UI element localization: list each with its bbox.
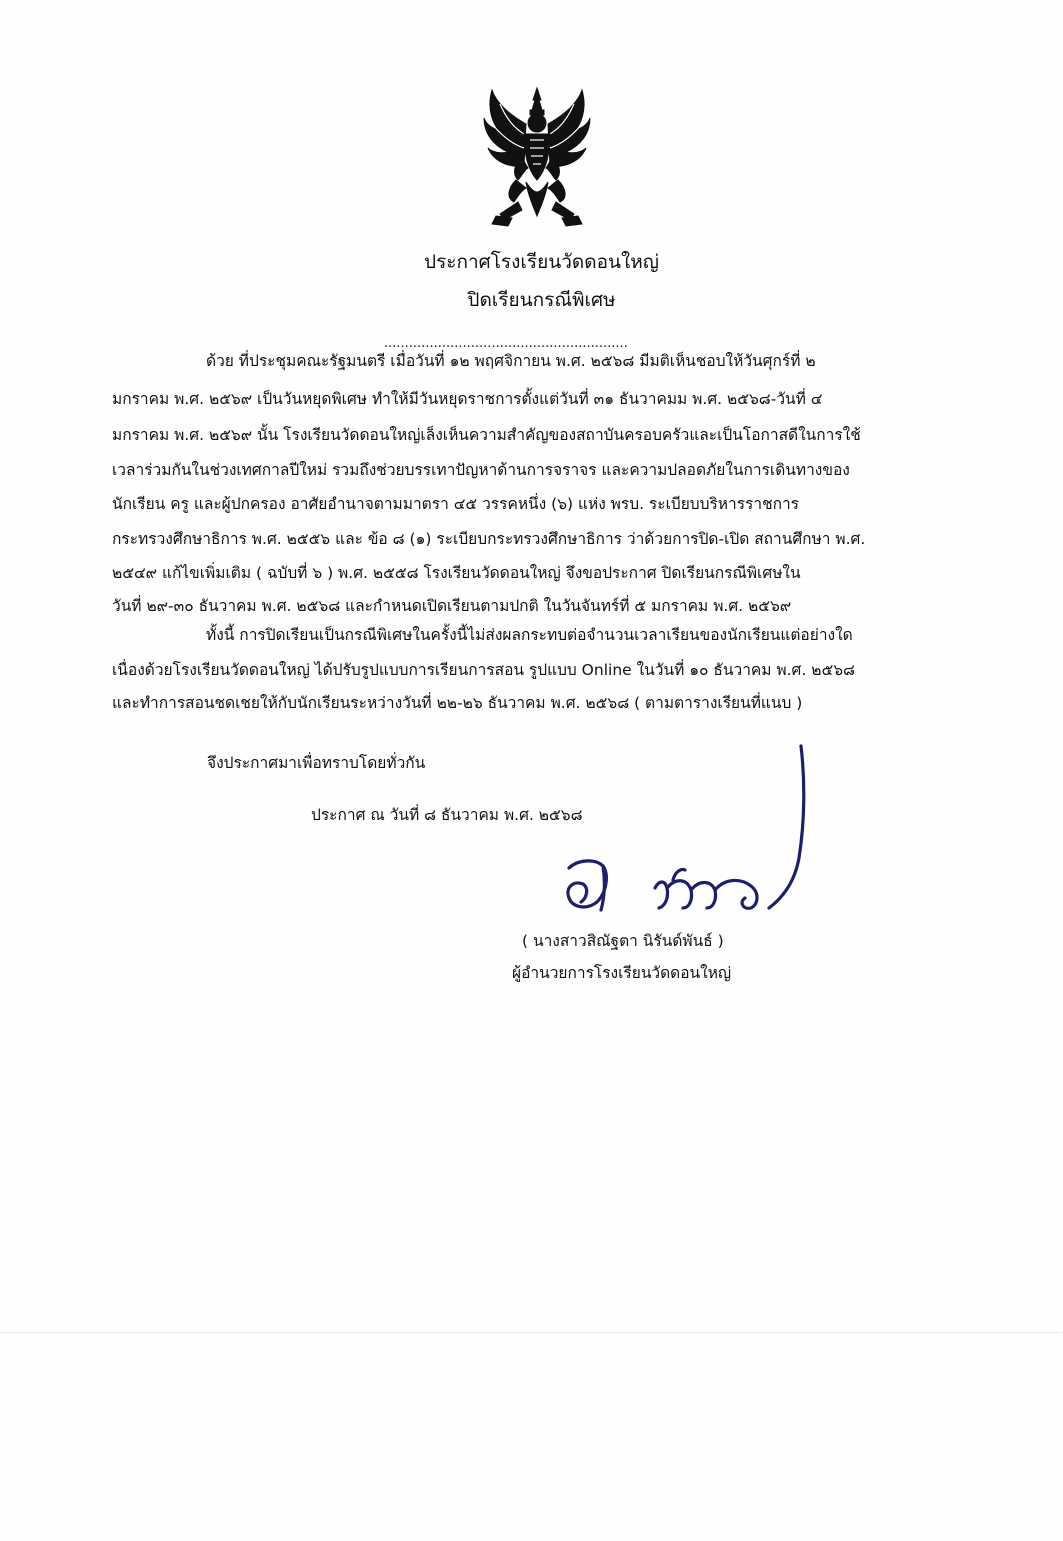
handwritten-signature <box>555 740 855 940</box>
document-subtitle: ปิดเรียนกรณีพิเศษ <box>467 289 616 311</box>
body-line: วันที่ ๒๙-๓๐ ธันวาคม พ.ศ. ๒๕๖๘ และกำหนดเปิดเรียนตามปกติ ในวันจันทร์ที่ ๕ มกราคม พ.ศ. ๒๕๖๙ <box>112 597 792 615</box>
paper-fold-line <box>0 1332 1063 1333</box>
signer-position: ผู้อำนวยการโรงเรียนวัดดอนใหญ่ <box>512 964 732 982</box>
body-line: ด้วย ที่ประชุมคณะรัฐมนตรี เมื่อวันที่ ๑๒ พฤศจิกายน พ.ศ. ๒๕๖๘ มีมติเห็นชอบให้วันศุกร์ที่ ๒ <box>206 352 816 370</box>
body-line: มกราคม พ.ศ. ๒๕๖๙ เป็นวันหยุดพิเศษ ทำให้มีวันหยุดราชการตั้งแต่วันที่ ๓๑ ธันวาคมม พ.ศ. ๒๕๖๘-วันที่ ๔ <box>112 390 823 408</box>
document-title: ประกาศโรงเรียนวัดดอนใหญ่ <box>424 251 659 273</box>
body-line: และทำการสอนชดเชยให้กับนักเรียนระหว่างวันที่ ๒๒-๒๖ ธันวาคม พ.ศ. ๒๕๖๘ ( ตามตารางเรียนที่แนบ ) <box>112 694 803 712</box>
body-line: กระทรวงศึกษาธิการ พ.ศ. ๒๕๕๖ และ ข้อ ๘ (๑) ระเบียบกระทรวงศึกษาธิการ ว่าด้วยการปิด-เปิด สถานศึกษา พ.ศ. <box>112 530 866 548</box>
body-line: เนื่องด้วยโรงเรียนวัดดอนใหญ่ ได้ปรับรูปแบบการเรียนการสอน รูปแบบ Online ในวันที่ ๑๐ ธันวาคม พ.ศ. ๒๕๖๘ <box>112 661 855 679</box>
body-line: ทั้งนี้ การปิดเรียนเป็นกรณีพิเศษในครั้งนี้ไม่ส่งผลกระทบต่อจำนวนเวลาเรียนของนักเรียนแต่อย่างใด <box>206 626 853 644</box>
announcement-date: ประกาศ ณ วันที่ ๘ ธันวาคม พ.ศ. ๒๕๖๘ <box>311 806 583 824</box>
garuda-emblem-icon <box>478 84 596 232</box>
body-line: เวลาร่วมกันในช่วงเทศกาลปีใหม่ รวมถึงช่วยบรรเทาปัญหาด้านการจราจร และความปลอดภัยในการเดินทางของ <box>112 461 850 479</box>
title-separator: ........................................................... <box>384 336 628 351</box>
body-line: มกราคม พ.ศ. ๒๕๖๙ นั้น โรงเรียนวัดดอนใหญ่เล็งเห็นความสำคัญของสถาบันครอบครัวและเป็นโอกาสดีในการใช้ <box>112 426 861 444</box>
body-line: ๒๕๔๙ แก้ไขเพิ่มเติม ( ฉบับที่ ๖ ) พ.ศ. ๒๕๕๘ โรงเรียนวัดดอนใหญ่ จึงขอประกาศ ปิดเรียนกรณีพิเศษใน <box>112 564 801 582</box>
signer-name: ( นางสาวสิณัฐตา นิรันด์พันธ์ ) <box>522 932 724 950</box>
closing-statement: จึงประกาศมาเพื่อทราบโดยทั่วกัน <box>207 754 426 772</box>
body-line: นักเรียน ครู และผู้ปกครอง อาศัยอำนาจตามมาตรา ๔๕ วรรคหนึ่ง (๖) แห่ง พรบ. ระเบียบบริหารราชการ <box>112 495 800 513</box>
